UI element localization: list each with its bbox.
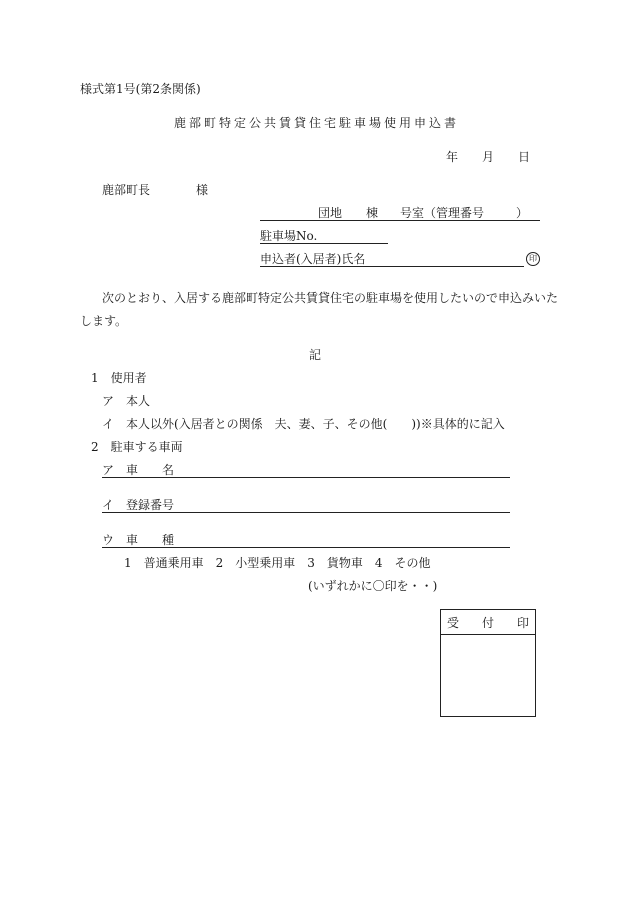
date-month: 月 (482, 150, 495, 164)
section2-heading: 2 駐車する車両 (91, 440, 183, 454)
danchi-label: 団地 (318, 206, 343, 220)
goshitsu-label: 号室（管理番号 (400, 206, 485, 220)
date-day: 日 (518, 150, 531, 164)
car-type-note: (いずれかに〇印を・・) (308, 579, 438, 593)
date-year: 年 (446, 150, 459, 164)
mune-label: 棟 (366, 206, 379, 220)
registration-line[interactable] (102, 498, 510, 513)
car-name-line[interactable] (102, 463, 510, 478)
section1-item-a[interactable]: ア 本人 (102, 394, 151, 408)
reception-stamp-box (440, 609, 536, 717)
parking-no-label: 駐車場No. (260, 229, 318, 243)
car-name-label: ア 車 名 (102, 463, 175, 477)
addressee-honorific: 様 (196, 183, 209, 197)
stamp-header (441, 610, 535, 635)
stamp-u: 受 (447, 615, 460, 630)
danchi-line[interactable] (260, 206, 540, 221)
close-paren: ） (516, 206, 529, 220)
section1-heading: 1 使用者 (91, 371, 147, 385)
car-type-options[interactable]: 1 普通乗用車 2 小型乗用車 3 貨物車 4 その他 (124, 556, 431, 570)
body-text-line1: 次のとおり、入居する鹿部町特定公共賃貸住宅の駐車場を使用したいので申込みいた (102, 291, 559, 305)
form-title: 鹿部町特定公共賃貸住宅駐車場使用申込書 (174, 116, 460, 130)
car-type-line[interactable] (102, 533, 510, 548)
form-number: 様式第1号(第2条関係) (80, 82, 201, 96)
parking-no-line[interactable] (260, 229, 388, 244)
seal-mark: 印 (526, 252, 540, 266)
body-text-line2: します。 (80, 314, 128, 328)
ki-label: 記 (309, 348, 322, 362)
stamp-in: 印 (516, 615, 529, 630)
applicant-name-line[interactable] (260, 252, 524, 267)
applicant-name-label: 申込者(入居者)氏名 (260, 252, 366, 266)
registration-label: イ 登録番号 (102, 498, 175, 512)
section1-item-i[interactable]: イ 本人以外(入居者との関係 夫、妻、子、その他( ))※具体的に記入 (102, 417, 505, 431)
stamp-tsuke: 付 (481, 615, 494, 630)
car-type-label: ウ 車 種 (102, 533, 175, 547)
addressee-name: 鹿部町長 (102, 183, 151, 197)
